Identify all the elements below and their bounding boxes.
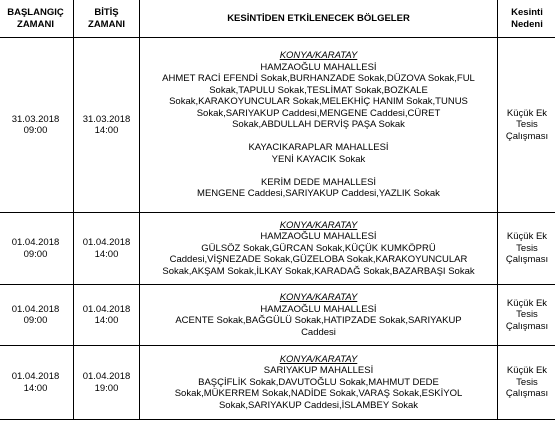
district-name: KONYA/KARATAY — [279, 50, 358, 62]
end-time: 14:00 — [94, 248, 119, 260]
start-date: 01.04.2018 — [11, 303, 60, 315]
reason-cell — [498, 213, 555, 285]
header-areas-label: KESİNTİDEN ETKİLENECEK BÖLGELER — [227, 12, 410, 24]
area-line: Sokak,KARAKOYUNCULAR Sokak,MELEKHİÇ HANIM Sokak,TUNUS — [169, 96, 468, 108]
reason-cell — [498, 346, 555, 420]
start-time: 09:00 — [23, 125, 48, 136]
end-date: 01.04.2018 — [82, 371, 131, 382]
area-line: KERİM DEDE MAHALLESİ — [260, 176, 377, 188]
start-cell — [0, 213, 74, 285]
end-date: 01.04.2018 — [82, 303, 131, 315]
start-time: 14:00 — [23, 382, 48, 394]
area-line: AHMET RACİ EFENDİ Sokak,BURHANZADE Sokak,DÜZOVA Sokak,FUL — [162, 73, 475, 85]
reason-line-2: Tesis — [516, 119, 538, 131]
end-cell — [74, 285, 140, 346]
area-line: MENGENE Caddesi,SARIYAKUP Caddesi,YAZLIK Sokak — [197, 188, 440, 200]
table-row — [0, 285, 555, 346]
area-line: Caddesi — [301, 326, 336, 338]
reason-line-1: Küçük Ek — [506, 231, 548, 243]
reason-cell — [498, 285, 555, 346]
reason-line-2: Tesis — [516, 242, 538, 254]
start-time: 09:00 — [23, 248, 48, 260]
area-line: Sokak,MÜKERREM Sokak,NADİDE Sokak,VARAŞ Sokak,ESKİYOL — [174, 388, 463, 400]
start-date: 31.03.2018 — [11, 113, 60, 125]
table-row — [0, 213, 555, 285]
area-line: ACENTE Sokak,BAĞGÜLÜ Sokak,HATIPZADE Sokak,SARIYAKUP — [175, 315, 462, 326]
header-reason-line-1: Kesinti — [511, 7, 543, 18]
start-cell — [0, 285, 74, 346]
end-time: 14:00 — [94, 125, 119, 136]
start-time: 09:00 — [23, 315, 48, 326]
start-date: 01.04.2018 — [11, 237, 60, 248]
start-cell — [0, 346, 74, 420]
header-end-line-1: BİTİŞ — [94, 7, 119, 18]
table-header — [0, 0, 555, 38]
area-line: Sokak,SARIYAKUP Caddesi,MENGENE Caddesi,CÜRET — [196, 107, 441, 119]
header-reason-line-2: Nedeni — [511, 18, 543, 30]
header-affected-areas — [140, 0, 498, 38]
reason-line-3: Çalışması — [505, 388, 549, 400]
area-line: GÜLSÖZ Sokak,GÜRCAN Sokak,KÜÇÜK KUMKÖPRÜ — [201, 242, 436, 254]
reason-line-1: Küçük Ek — [506, 365, 548, 377]
end-date: 31.03.2018 — [82, 113, 131, 125]
header-reason — [498, 0, 555, 38]
reason-line-2: Tesis — [516, 309, 538, 321]
table-row — [0, 38, 555, 213]
area-line: Caddesi,VİŞNEZADE Sokak,GÜZELOBA Sokak,KARAKOYUNCULAR — [169, 254, 468, 266]
reason-line-1: Küçük Ek — [506, 107, 548, 119]
end-date: 01.04.2018 — [82, 237, 131, 248]
header-start-line-1: BAŞLANGIÇ — [7, 7, 64, 18]
end-cell — [74, 346, 140, 420]
header-end-line-2: ZAMANI — [88, 18, 125, 30]
district-name: KONYA/KARATAY — [279, 292, 358, 303]
district-name: KONYA/KARATAY — [279, 353, 358, 365]
reason-line-3: Çalışması — [505, 130, 549, 142]
area-line: Sokak,ABDULLAH DERVİŞ PAŞA Sokak — [232, 119, 405, 131]
area-line: Sokak,TAPULU Sokak,TESLİMAT Sokak,BOZKALE — [209, 84, 428, 96]
area-line: HAMZAOĞLU MAHALLESİ — [260, 231, 377, 243]
area-line: Sokak,AKŞAM Sokak,İLKAY Sokak,KARADAĞ Sokak,BAZARBAŞI Sokak — [162, 265, 475, 277]
reason-line-3: Çalışması — [505, 320, 549, 332]
area-line: KAYACIKARAPLAR MAHALLESİ — [248, 142, 389, 154]
area-line: HAMZAOĞLU MAHALLESİ — [260, 61, 377, 73]
header-start-time — [0, 0, 74, 38]
areas-cell — [140, 38, 498, 213]
area-line: HAMZAOĞLU MAHALLESİ — [260, 303, 377, 315]
end-time: 19:00 — [94, 382, 119, 394]
areas-cell — [140, 285, 498, 346]
reason-line-1: Küçük Ek — [506, 297, 548, 309]
end-cell — [74, 38, 140, 213]
start-date: 01.04.2018 — [11, 371, 60, 382]
header-end-time — [74, 0, 140, 38]
area-line: Sokak,SARIYAKUP Caddesi,İSLAMBEY Sokak — [218, 399, 419, 411]
start-cell — [0, 38, 74, 213]
header-start-line-2: ZAMANI — [17, 18, 54, 30]
area-line: BAŞÇİFLİK Sokak,DAVUTOĞLU Sokak,MAHMUT DEDE — [198, 376, 439, 388]
reason-line-3: Çalışması — [505, 254, 549, 266]
end-cell — [74, 213, 140, 285]
end-time: 14:00 — [94, 315, 119, 326]
area-line: YENİ KAYACIK Sokak — [271, 153, 366, 165]
area-line: SARIYAKUP MAHALLESİ — [263, 365, 374, 377]
district-name: KONYA/KARATAY — [279, 219, 358, 231]
areas-cell — [140, 213, 498, 285]
reason-line-2: Tesis — [516, 376, 538, 388]
table-row — [0, 346, 555, 420]
areas-cell — [140, 346, 498, 420]
reason-cell — [498, 38, 555, 213]
